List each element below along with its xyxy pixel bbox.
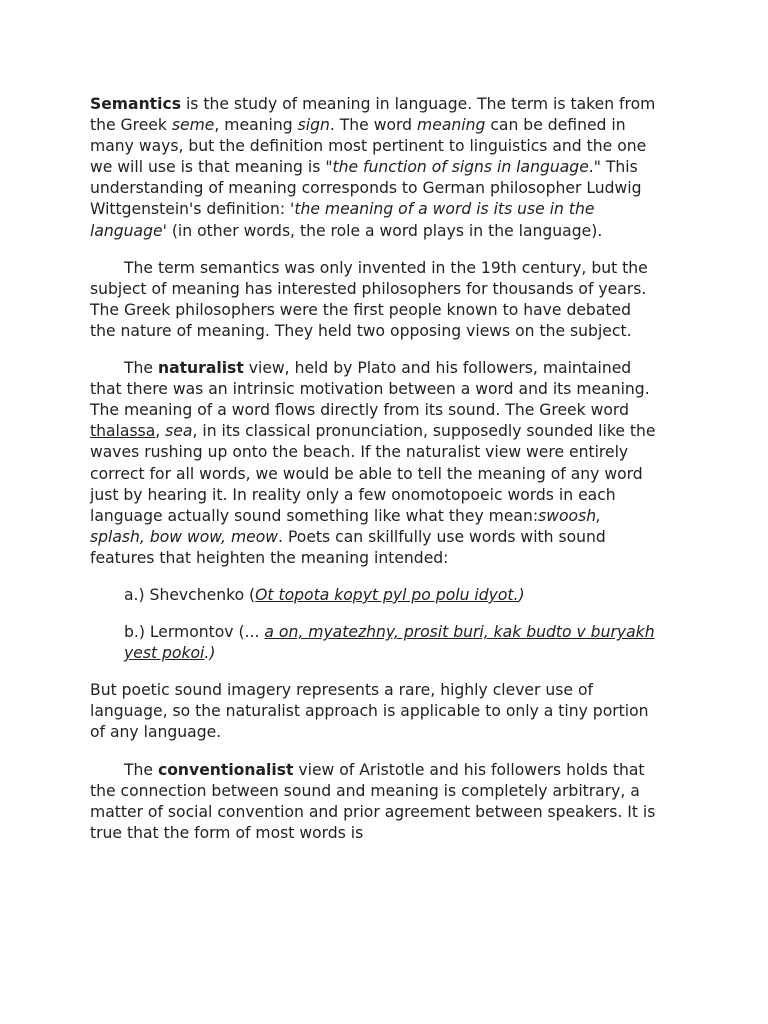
shevchenko-quote: Ot topota kopyt pyl po polu idyot. [255,585,519,604]
document-page [90,94,660,860]
word-seme: seme [171,116,215,135]
paragraph-naturalist: The naturalist view, held by Plato and his followers, maintained that there was an intrinsic motivation between a word and its meaning. The meaning of a word flows directly from its sound. The Greek word thalassa, sea, in its classical pronunciation, supposedly sounded like the waves rushing up onto the beach. If the naturalist view were entirely correct for all words, we would be able to tell the meaning of any word just by hearing it. In reality only a few onomotopoeic words in each language actually sound something like what they mean:swoosh, splash, bow wow, meow. Poets can skillfully use words with sound features that heighten the meaning intended: [90,359,656,567]
paragraph-conventionalist: The conventionalist view of Aristotle and his followers holds that the connection between sound and meaning is completely arbitrary, a matter of social convention and prior agreement between speakers. It is true that the form of most words is [90,760,656,842]
lermontov-quote: a on, myatezhny, prosit buri, kak budto v buryakh yest pokoi [124,623,655,663]
word-sign: sign [297,116,330,135]
onomatopoeia-examples: swoosh, splash, bow wow, meow [90,506,602,546]
paragraph-semantics-definition: Semantics is the study of meaning in language. The term is taken from the Greek seme, meaning sign. The word meaning can be defined in many ways, but the definition most pertinent to linguistics and the one we will use is that meaning is "the function of signs in language." This understanding of meaning corresponds to German philosopher Ludwig Wittgenstein's definition: 'the meaning of a word is its use in the language' (in other words, the role a word plays in the language). [90,95,656,240]
word-thalassa: thalassa [90,422,156,441]
example-b: b.) Lermontov (... a on, myatezhny, prosit buri, kak budto v buryakh yest pokoi.) [124,623,655,663]
function-quote: the function of signs in language [332,158,589,177]
term-conventionalist: conventionalist [157,760,294,779]
term-semantics: Semantics [90,95,182,113]
term-naturalist: naturalist [157,359,244,378]
wittgenstein-quote: the meaning of a word is its use in the language [90,200,595,240]
word-sea: sea [165,422,193,441]
word-meaning: meaning [417,116,486,135]
paragraph-history: The term semantics was only invented in the 19th century, but the subject of meaning has interested philosophers for thousands of years. The Greek philosophers were the first people known to have debated the nature of meaning. They held two opposing views on the subject. [90,258,648,340]
example-a: a.) Shevchenko (Ot topota kopyt pyl po polu idyot.) [124,585,525,604]
paragraph-poetic-imagery: But poetic sound imagery represents a rare, highly clever use of language, so the naturalist approach is applicable to only a tiny portion of any language. [90,681,649,742]
